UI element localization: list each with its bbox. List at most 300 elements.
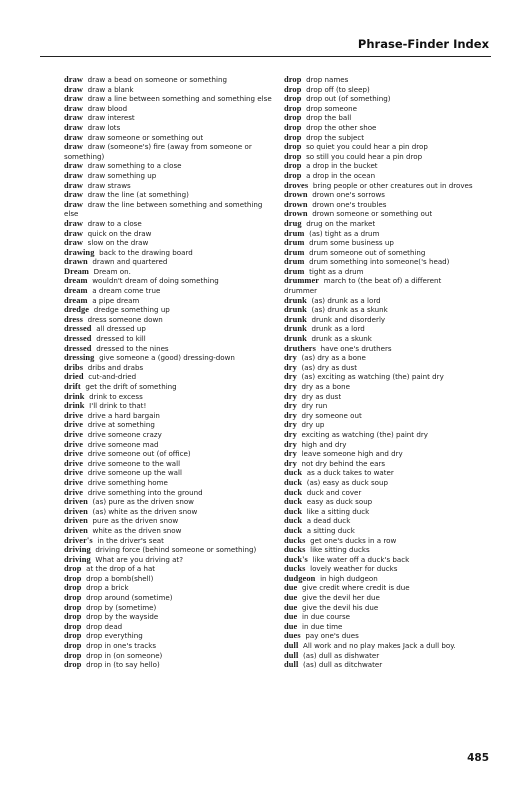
index-entry xyxy=(284,324,499,334)
index-entry xyxy=(284,315,499,325)
entry-headword: driven xyxy=(64,516,88,526)
index-entry xyxy=(64,507,279,517)
entry-phrase: draw the line (at something) xyxy=(87,190,189,200)
index-entry xyxy=(284,94,499,104)
entry-phrase: give the devil his due xyxy=(301,602,379,612)
index-entry xyxy=(64,478,279,488)
entry-headword: drum xyxy=(284,247,305,257)
index-entry xyxy=(284,142,499,152)
entry-phrase: duck and cover xyxy=(306,487,362,497)
entry-headword: due xyxy=(284,612,298,622)
entry-phrase: draw the line between something and something xyxy=(87,199,263,209)
index-entry xyxy=(284,104,499,114)
entry-headword: drum xyxy=(284,228,305,238)
entry-headword: drop xyxy=(284,161,302,171)
entry-headword: draw xyxy=(64,103,84,113)
index-entry xyxy=(284,459,499,469)
entry-headword: dull xyxy=(284,660,299,670)
index-entry xyxy=(64,526,279,536)
entry-phrase: drop the ball xyxy=(306,113,352,123)
page-number: 485 xyxy=(467,752,489,764)
entry-headword: dry xyxy=(284,429,297,439)
entry-phrase: drop by the wayside xyxy=(86,612,159,622)
index-entry xyxy=(284,372,499,382)
entry-headword: driver's xyxy=(64,535,93,545)
index-entry xyxy=(284,238,499,248)
entry-headword: dredge xyxy=(64,305,90,315)
index-entry xyxy=(284,507,499,517)
entry-headword: drop xyxy=(284,75,302,84)
index-entry xyxy=(64,133,279,143)
index-entry xyxy=(64,440,279,450)
index-entry xyxy=(64,161,279,171)
entry-headword: drop xyxy=(64,660,82,670)
entry-headword: drop xyxy=(64,612,82,622)
entry-phrase: drop a bomb(shell) xyxy=(86,573,154,583)
index-entry xyxy=(64,229,279,239)
index-entry xyxy=(64,641,279,651)
entry-phrase: easy as duck soup xyxy=(306,497,373,507)
index-entry xyxy=(284,161,499,171)
entry-phrase: (as) dull as dishwater xyxy=(303,650,380,660)
index-entry xyxy=(64,142,279,152)
index-entry xyxy=(64,564,279,574)
entry-headword: due xyxy=(284,593,298,603)
entry-phrase: dry as a bone xyxy=(301,382,350,391)
index-entry xyxy=(284,574,499,584)
entry-headword: draw xyxy=(64,132,84,142)
entry-phrase: drug on the market xyxy=(306,218,376,228)
index-entry xyxy=(284,190,499,200)
entry-headword: drive xyxy=(64,449,84,459)
entry-headword: draw xyxy=(64,218,84,228)
entry-headword: drum xyxy=(284,238,305,248)
index-entry xyxy=(64,353,279,363)
index-entry xyxy=(284,555,499,565)
index-entry xyxy=(64,392,279,402)
entry-phrase: in the driver's seat xyxy=(97,535,164,545)
entry-headword: drive xyxy=(64,439,84,449)
entry-phrase: draw straws xyxy=(87,180,131,190)
entry-phrase: drive a hard bargain xyxy=(87,410,160,420)
entry-headword: Dream xyxy=(64,266,89,276)
entry-headword: drug xyxy=(284,218,302,228)
entry-phrase: drawn and quartered xyxy=(92,257,168,267)
entry-headword: due xyxy=(284,602,298,612)
entry-phrase: draw something to a close xyxy=(87,161,182,171)
entry-phrase: drum some business up xyxy=(309,238,394,248)
entry-phrase: (as) dry as a bone xyxy=(301,353,366,363)
entry-headword: drop xyxy=(64,573,82,583)
entry-headword: duck xyxy=(284,477,303,487)
index-entry xyxy=(64,603,279,613)
entry-phrase: like water off a duck's back xyxy=(312,554,410,564)
index-entry xyxy=(284,420,499,430)
entry-phrase: tight as a drum xyxy=(309,266,364,276)
index-entry xyxy=(284,334,499,344)
entry-headword: dribs xyxy=(64,362,84,372)
entry-headword: draw xyxy=(64,238,84,248)
index-entry xyxy=(284,401,499,411)
entry-phrase: drop off (to sleep) xyxy=(306,84,370,94)
index-entry xyxy=(284,449,499,459)
index-entry xyxy=(284,478,499,488)
entry-headword: duck xyxy=(284,487,303,497)
entry-headword: drunk xyxy=(284,314,307,324)
entry-headword: dream xyxy=(64,295,88,305)
right-column xyxy=(284,75,499,670)
entry-phrase: get one's ducks in a row xyxy=(310,535,397,545)
entry-phrase: give the devil her due xyxy=(301,593,380,603)
entry-headword: dressing xyxy=(64,353,95,363)
entry-headword: dry xyxy=(284,401,297,411)
index-entry xyxy=(64,123,279,133)
index-entry xyxy=(284,497,499,507)
entry-phrase: drop in one's tracks xyxy=(86,641,157,651)
index-entry xyxy=(284,296,499,306)
index-entry xyxy=(284,536,499,546)
index-entry xyxy=(64,113,279,123)
index-entry xyxy=(64,315,279,325)
index-entry xyxy=(64,344,279,354)
entry-phrase: not dry behind the ears xyxy=(301,458,386,468)
entry-headword: droves xyxy=(284,180,309,190)
index-entry xyxy=(64,257,279,267)
entry-phrase: drop the subject xyxy=(306,132,365,142)
entry-headword: duck xyxy=(284,497,303,507)
index-entry xyxy=(284,305,499,315)
entry-headword: draw xyxy=(64,122,84,132)
entry-phrase: dress someone down xyxy=(87,314,163,324)
entry-phrase: drum someone out of something xyxy=(309,247,426,257)
index-entry xyxy=(284,286,499,296)
entry-headword: dressed xyxy=(64,324,92,334)
index-entry xyxy=(64,555,279,565)
index-entry xyxy=(284,488,499,498)
entry-headword: drunk xyxy=(284,324,307,334)
entry-headword: drive xyxy=(64,477,84,487)
entry-headword: drop xyxy=(284,122,302,132)
index-entry xyxy=(284,267,499,277)
entry-phrase: drown one's troubles xyxy=(312,199,387,209)
entry-phrase: a drop in the bucket xyxy=(306,161,378,171)
index-entry xyxy=(64,660,279,670)
index-entry xyxy=(64,449,279,459)
index-entry xyxy=(64,612,279,622)
entry-headword: driven xyxy=(64,525,88,535)
entry-phrase: drown someone or something out xyxy=(312,209,433,219)
entry-phrase: (as) exciting as watching (the) paint dry xyxy=(301,372,444,382)
index-entry xyxy=(64,200,279,210)
index-entry xyxy=(64,152,279,162)
index-entry xyxy=(64,574,279,584)
entry-headword: dry xyxy=(284,372,297,382)
entry-headword: drop xyxy=(64,650,82,660)
index-entry xyxy=(64,276,279,286)
entry-headword: due xyxy=(284,621,298,631)
entry-headword: drunk xyxy=(284,334,307,344)
entry-headword: drum xyxy=(284,257,305,267)
index-entry xyxy=(64,622,279,632)
entry-headword: dry xyxy=(284,458,297,468)
index-entry xyxy=(284,133,499,143)
entry-phrase: drum something into someone('s head) xyxy=(309,257,450,267)
entry-headword: dry xyxy=(284,410,297,420)
entry-headword: drop xyxy=(284,84,302,94)
entry-phrase: give someone a (good) dressing-down xyxy=(99,353,235,363)
entry-phrase: (as) white as the driven snow xyxy=(92,506,198,516)
index-entry xyxy=(64,296,279,306)
index-entry xyxy=(284,593,499,603)
index-entry xyxy=(64,334,279,344)
entry-headword: dry xyxy=(284,420,297,430)
entry-headword: ducks xyxy=(284,564,306,574)
entry-headword: drop xyxy=(64,631,82,641)
entry-phrase: draw blood xyxy=(87,103,128,113)
entry-headword: driving xyxy=(64,554,91,564)
entry-headword: draw xyxy=(64,113,84,123)
index-entry xyxy=(284,468,499,478)
entry-phrase: high and dry xyxy=(301,439,347,449)
entry-phrase: drunk as a skunk xyxy=(311,334,372,344)
index-entry xyxy=(284,392,499,402)
entry-phrase: drop in (to say hello) xyxy=(86,660,160,670)
entry-phrase: drown one's sorrows xyxy=(312,190,385,200)
entry-phrase: quick on the draw xyxy=(87,228,152,238)
entry-headword: dull xyxy=(284,641,299,651)
entry-headword: dried xyxy=(64,372,84,382)
index-entry xyxy=(284,344,499,354)
entry-phrase: so quiet you could hear a pin drop xyxy=(306,142,428,152)
entry-phrase: a dead duck xyxy=(306,516,351,526)
entry-phrase: drive someone crazy xyxy=(87,429,162,439)
entry-phrase: exciting as watching (the) paint dry xyxy=(301,429,428,439)
entry-phrase: lovely weather for ducks xyxy=(310,564,398,574)
entry-phrase: dry run xyxy=(301,401,328,411)
index-entry xyxy=(284,411,499,421)
index-entry xyxy=(284,85,499,95)
index-entry xyxy=(284,526,499,536)
index-entry xyxy=(284,229,499,239)
entry-phrase: in due course xyxy=(301,612,351,622)
entry-phrase: (as) easy as duck soup xyxy=(306,477,389,487)
entry-phrase: draw lots xyxy=(87,122,121,132)
index-entry xyxy=(284,603,499,613)
entry-phrase: drive someone out (of office) xyxy=(87,449,191,459)
entry-headword: drop xyxy=(284,103,302,113)
entry-phrase: drop by (sometime) xyxy=(86,602,157,612)
entry-phrase: drive something home xyxy=(87,477,168,487)
entry-headword: draw xyxy=(64,170,84,180)
index-entry xyxy=(284,545,499,555)
index-entry xyxy=(284,219,499,229)
entry-phrase: bring people or other creatures out in droves xyxy=(312,180,473,190)
index-entry xyxy=(284,276,499,286)
index-entry xyxy=(64,363,279,373)
index-entry xyxy=(64,593,279,603)
index-entry xyxy=(284,181,499,191)
index-entry xyxy=(64,324,279,334)
entry-phrase: (as) dull as ditchwater xyxy=(303,660,383,670)
index-entry xyxy=(64,190,279,200)
entry-headword: dry xyxy=(284,382,297,391)
entry-phrase: like a sitting duck xyxy=(306,506,370,516)
index-entry xyxy=(284,516,499,526)
index-entry xyxy=(284,152,499,162)
entry-phrase: a pipe dream xyxy=(92,295,140,305)
entry-phrase: draw someone or something out xyxy=(87,132,204,142)
index-entry xyxy=(284,622,499,632)
entry-headword: drive xyxy=(64,420,84,430)
entry-headword: drop xyxy=(284,170,302,180)
entry-headword: draw xyxy=(64,75,84,84)
entry-headword: dull xyxy=(284,650,299,660)
entry-headword: drive xyxy=(64,468,84,478)
entry-phrase: draw a line between something and something else xyxy=(87,94,272,104)
entry-headword: dream xyxy=(64,276,88,286)
entry-headword: drawing xyxy=(64,247,95,257)
index-entry xyxy=(284,440,499,450)
index-entry xyxy=(284,583,499,593)
entry-headword: draw xyxy=(64,190,84,200)
entry-phrase: wouldn't dream of doing something xyxy=(92,276,219,286)
entry-headword: drive xyxy=(64,410,84,420)
index-entry xyxy=(64,305,279,315)
entry-headword: due xyxy=(284,583,298,593)
index-entry xyxy=(64,651,279,661)
entry-phrase: give credit where credit is due xyxy=(301,583,410,593)
entry-phrase: dry someone out xyxy=(301,410,362,420)
entry-phrase: dredge something up xyxy=(93,305,170,315)
index-entry xyxy=(64,420,279,430)
entry-phrase: cut-and-dried xyxy=(88,372,137,382)
index-entry xyxy=(64,430,279,440)
entry-phrase: drive at something xyxy=(87,420,155,430)
entry-phrase: (as) drunk as a skunk xyxy=(311,305,388,315)
index-entry xyxy=(284,564,499,574)
entry-headword: dressed xyxy=(64,343,92,353)
index-entry xyxy=(64,219,279,229)
index-entry xyxy=(284,200,499,210)
entry-headword: drive xyxy=(64,458,84,468)
entry-headword: draw xyxy=(64,228,84,238)
entry-phrase: drop the other shoe xyxy=(306,122,377,132)
index-entry xyxy=(284,363,499,373)
index-entry xyxy=(284,612,499,622)
entry-headword: drown xyxy=(284,209,308,219)
entry-headword: dry xyxy=(284,449,297,459)
index-entry xyxy=(284,631,499,641)
entry-headword: drop xyxy=(284,132,302,142)
entry-headword: dry xyxy=(284,362,297,372)
index-entry xyxy=(64,401,279,411)
running-head: Phrase-Finder Index xyxy=(357,37,489,51)
entry-headword: drum xyxy=(284,266,305,276)
entry-phrase: All work and no play makes Jack a dull boy. xyxy=(303,641,456,651)
index-entry xyxy=(64,248,279,258)
entry-headword: drop xyxy=(284,113,302,123)
index-entry xyxy=(284,123,499,133)
index-entry xyxy=(64,536,279,546)
entry-phrase: march to (the beat of) a different xyxy=(323,276,442,286)
entry-phrase: dry up xyxy=(301,420,325,430)
entry-phrase: in due time xyxy=(301,621,343,631)
entry-headword: dream xyxy=(64,286,88,296)
entry-phrase: drink to excess xyxy=(89,391,143,401)
entry-phrase: drummer xyxy=(284,286,318,296)
header-rule xyxy=(40,56,491,57)
entry-phrase: pure as the driven snow xyxy=(92,516,179,526)
left-column xyxy=(64,75,279,670)
entry-headword: dry xyxy=(284,353,297,363)
entry-headword: draw xyxy=(64,142,84,152)
index-entry xyxy=(64,411,279,421)
entry-phrase: drunk as a lord xyxy=(311,324,365,334)
entry-phrase: draw a blank xyxy=(87,84,134,94)
index-entry xyxy=(64,516,279,526)
index-entry xyxy=(64,497,279,507)
index-entry xyxy=(284,171,499,181)
entry-phrase: drop everything xyxy=(86,631,143,641)
entry-headword: drop xyxy=(64,602,82,612)
index-entry xyxy=(64,382,279,392)
entry-phrase: drop around (sometime) xyxy=(86,593,173,603)
entry-headword: duck xyxy=(284,506,303,516)
entry-headword: drown xyxy=(284,190,308,200)
entry-phrase: draw something up xyxy=(87,170,157,180)
entry-phrase: get the drift of something xyxy=(85,382,177,391)
entry-phrase: (as) drunk as a lord xyxy=(311,295,381,305)
entry-headword: drop xyxy=(284,151,302,161)
entry-phrase: (as) tight as a drum xyxy=(309,228,380,238)
entry-headword: dress xyxy=(64,314,83,324)
entry-phrase: dry as dust xyxy=(301,391,342,401)
index-entry xyxy=(284,248,499,258)
entry-phrase: driving force (behind someone or something) xyxy=(95,545,257,555)
entry-headword: driven xyxy=(64,506,88,516)
entry-headword: drop xyxy=(64,564,82,574)
entry-headword: drive xyxy=(64,487,84,497)
index-entry xyxy=(284,382,499,392)
entry-headword: ducks xyxy=(284,535,306,545)
entry-headword: drop xyxy=(284,142,302,152)
entry-phrase: pay one's dues xyxy=(305,631,359,641)
entry-phrase: dressed to the nines xyxy=(96,343,169,353)
entry-phrase: something) xyxy=(64,151,105,161)
index-entry xyxy=(64,488,279,498)
entry-phrase: drive someone up the wall xyxy=(87,468,182,478)
entry-phrase: drive someone mad xyxy=(87,439,159,449)
entry-phrase: I'll drink to that! xyxy=(89,401,147,411)
entry-phrase: draw (someone's) fire (away from someone or xyxy=(87,142,252,152)
entry-headword: drift xyxy=(64,382,81,391)
entry-headword: draw xyxy=(64,94,84,104)
entry-phrase: drop someone xyxy=(306,103,357,113)
entry-phrase: drop names xyxy=(306,75,349,84)
index-entry xyxy=(284,209,499,219)
entry-headword: drummer xyxy=(284,276,320,286)
entry-phrase: as a duck takes to water xyxy=(306,468,394,478)
entry-headword: dues xyxy=(284,631,301,641)
entry-headword: drop xyxy=(64,593,82,603)
entry-headword: dry xyxy=(284,439,297,449)
index-entry xyxy=(284,257,499,267)
entry-phrase: (as) dry as dust xyxy=(301,362,357,372)
page-header xyxy=(0,0,531,64)
entry-headword: driving xyxy=(64,545,91,555)
entry-phrase: like sitting ducks xyxy=(310,545,370,555)
entry-phrase: draw a bead on someone or something xyxy=(87,75,227,84)
